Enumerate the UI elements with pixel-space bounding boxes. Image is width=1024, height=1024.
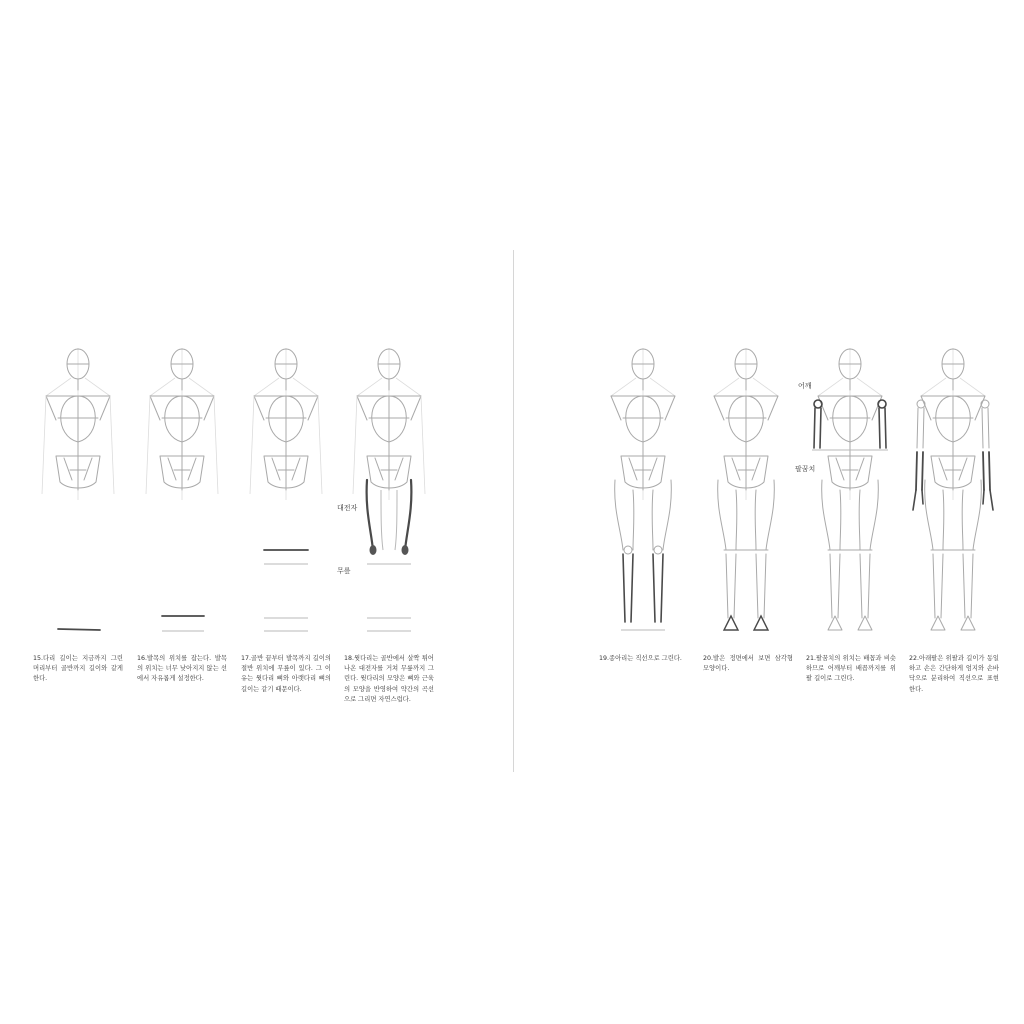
step-text: 골반 끝부터 발목까지 길이의 절반 위치에 무릎이 있다. 그 이유는 윗다리 뼈와 아랫다리 뼈의 길이는 같기 때문이다. — [241, 655, 331, 693]
label-elbow: 팔꿈치 — [795, 465, 816, 473]
step-number: 21. — [806, 655, 817, 662]
caption-step-21 — [806, 654, 896, 685]
label-greater-trochanter: 대전자 — [337, 504, 358, 512]
step-number: 22. — [909, 655, 920, 662]
caption-step-17 — [241, 654, 331, 695]
figure-step-17 — [234, 340, 338, 640]
figure-step-21 — [798, 340, 902, 640]
step-text: 팔꿈치의 위치는 배꼽과 비슷하므로 어깨부터 배꼽까지를 위팔 길이로 그린다. — [806, 655, 896, 683]
caption-step-15 — [33, 654, 123, 685]
figure-step-16 — [130, 340, 234, 640]
caption-step-20 — [703, 654, 793, 674]
caption-step-19 — [599, 654, 689, 664]
figure-step-19 — [591, 340, 695, 640]
figure-step-22 — [901, 340, 1005, 640]
step-text: 종아리는 직선으로 그린다. — [609, 655, 682, 662]
step-number: 16. — [137, 655, 148, 662]
step-text: 아래팔은 위팔과 길이가 동일하고 손은 간단하게 엄지와 손바닥으로 분리하여 직선으로 표현한다. — [909, 655, 999, 693]
label-knee: 무릎 — [337, 567, 351, 575]
step-text: 윗다리는 골반에서 살짝 튀어나온 대전자를 거쳐 무릎까지 그린다. 윗다리의 모양은 뼈와 근육의 모양을 반영하여 약간의 곡선으로 그리면 자연스럽다. — [344, 655, 434, 703]
step-number: 17. — [241, 655, 252, 662]
caption-step-16 — [137, 654, 227, 685]
step-number: 20. — [703, 655, 714, 662]
figure-step-20 — [694, 340, 798, 640]
step-number: 18. — [344, 655, 355, 662]
page-gutter — [513, 250, 514, 772]
label-shoulder: 어깨 — [798, 382, 812, 390]
figure-step-18 — [337, 340, 441, 640]
step-number: 15. — [33, 655, 44, 662]
step-number: 19. — [599, 655, 610, 662]
caption-step-22 — [909, 654, 999, 695]
step-text: 다리 길이는 지금까지 그린 머리부터 골반까지 길이와 같게 한다. — [33, 655, 123, 683]
figure-step-15 — [26, 340, 130, 640]
step-text: 발은 정면에서 보면 삼각형 모양이다. — [703, 655, 793, 673]
step-text: 발목의 위치를 잡는다. 발목의 위치는 너무 낮아지지 않는 선에서 자유롭게 설정한다. — [137, 655, 227, 683]
caption-step-18 — [344, 654, 434, 705]
